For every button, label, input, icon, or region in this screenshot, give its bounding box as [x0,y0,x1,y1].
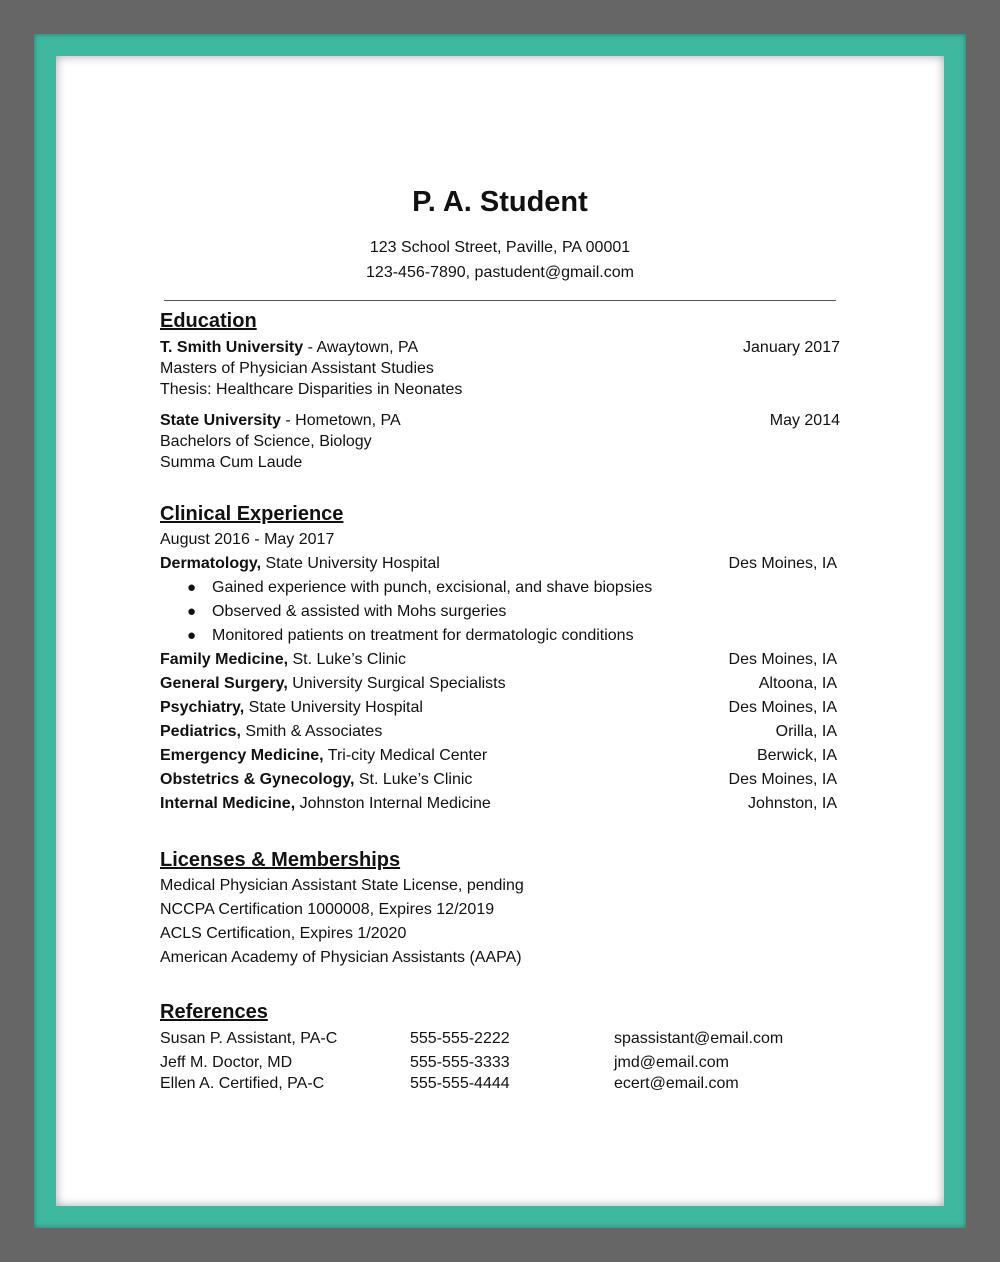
rotation-specialty: General Surgery, [160,675,288,692]
rotation-city: Des Moines, IA [728,699,837,716]
rotation-specialty: Obstetrics & Gynecology, [160,771,355,788]
rotation-site: State University Hospital [261,555,440,572]
education-degree: Bachelors of Science, Biology [160,433,372,450]
rotation-city: Des Moines, IA [728,771,837,788]
references-heading: References [160,1001,268,1023]
school-name: T. Smith University [160,339,304,356]
rotation-site: St. Luke’s Clinic [288,651,407,668]
clinical-period: August 2016 - May 2017 [160,531,335,548]
reference-name: Susan P. Assistant, PA-C [160,1030,338,1047]
rotation-row [160,771,472,789]
school-location: - Hometown, PA [280,412,401,429]
rotation-site: Johnston Internal Medicine [295,795,491,812]
reference-phone: 555-555-4444 [410,1075,510,1092]
reference-phone: 555-555-3333 [410,1054,510,1071]
education-school-line [160,339,418,357]
rotation-row [160,651,406,669]
rotation-row [160,723,382,741]
rotation-city: Berwick, IA [756,747,837,764]
license-item: Medical Physician Assistant State License, pending [160,877,524,894]
rotation-bullet: Observed & assisted with Mohs surgeries [212,603,507,620]
address-line: 123 School Street, Paville, PA 00001 [369,239,631,256]
reference-email: spassistant@email.com [614,1030,784,1047]
rotation-bullet: Gained experience with punch, excisional, and shave biopsies [212,579,653,596]
education-date: May 2014 [769,412,840,429]
reference-name: Jeff M. Doctor, MD [160,1054,293,1071]
license-item: NCCPA Certification 1000008, Expires 12/2019 [160,901,495,918]
resume-page [56,56,944,1206]
education-school-line [160,412,401,430]
rotation-site: St. Luke’s Clinic [354,771,473,788]
rotation-specialty: Emergency Medicine, [160,747,324,764]
bullet-icon: ● [187,603,197,620]
reference-name: Ellen A. Certified, PA-C [160,1075,325,1092]
education-detail: Summa Cum Laude [160,454,303,471]
rotation-city: Orilla, IA [775,723,837,740]
rotation-row [160,699,423,717]
school-name: State University [160,412,281,429]
rotation-specialty: Family Medicine, [160,651,289,668]
clinical-heading: Clinical Experience [160,503,344,525]
reference-email: jmd@email.com [614,1054,729,1071]
bullet-icon: ● [187,579,197,596]
rotation-site: Smith & Associates [240,723,383,740]
header-divider [164,300,836,301]
phone-email-line: 123-456-7890, pastudent@gmail.com [366,264,634,281]
rotation-site: Tri-city Medical Center [323,747,488,764]
reference-phone: 555-555-2222 [410,1030,510,1047]
rotation-city: Altoona, IA [758,675,837,692]
rotation-specialty: Internal Medicine, [160,795,296,812]
rotation-specialty: Dermatology, [160,555,262,572]
rotation-row [160,675,506,693]
rotation-bullet: Monitored patients on treatment for dermatologic conditions [212,627,634,644]
rotation-row [160,747,487,765]
education-degree: Masters of Physician Assistant Studies [160,360,434,377]
rotation-specialty: Pediatrics, [160,723,241,740]
rotation-site: University Surgical Specialists [287,675,506,692]
license-item: ACLS Certification, Expires 1/2020 [160,925,407,942]
reference-email: ecert@email.com [614,1075,739,1092]
education-heading: Education [160,310,257,332]
rotation-city: Des Moines, IA [728,651,837,668]
education-date: January 2017 [743,339,840,356]
rotation-site: State University Hospital [244,699,423,716]
rotation-specialty: Psychiatry, [160,699,245,716]
licenses-heading: Licenses & Memberships [160,849,401,871]
rotation-row [160,555,440,573]
school-location: - Awaytown, PA [303,339,419,356]
resume-name: P. A. Student [412,186,588,218]
rotation-city: Des Moines, IA [728,555,837,572]
picture-frame [34,34,966,1228]
bullet-icon: ● [187,627,197,644]
rotation-row [160,795,491,813]
license-item: American Academy of Physician Assistants (AAPA) [160,949,522,966]
rotation-city: Johnston, IA [748,795,837,812]
education-detail: Thesis: Healthcare Disparities in Neonates [160,381,463,398]
